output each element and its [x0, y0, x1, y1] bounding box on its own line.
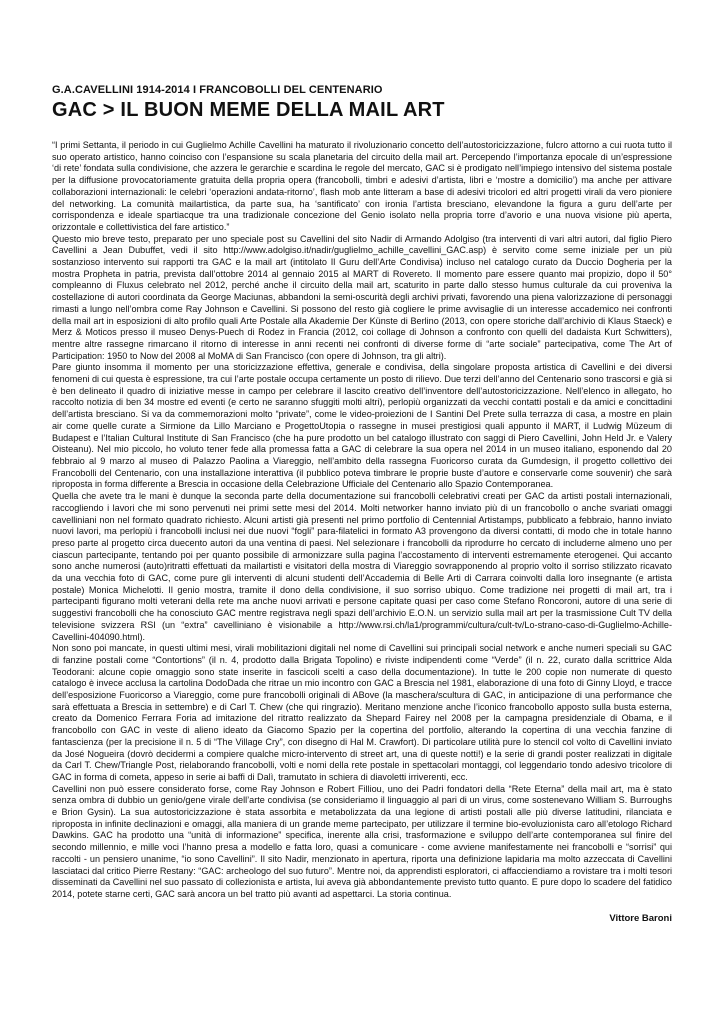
author-signature: Vittore Baroni	[609, 912, 672, 924]
article-paragraph: Questo mio breve testo, preparato per uno speciale post su Cavellini del sito Nadir di Armando Adolgiso (tra interventi di vari altri autori, dal figlio Piero Cavellini a Jean Dubuffet, vedi il sito http://www.adolgiso.it/nadir/guglielmo_achille_cavellini_GAC.asp) è servito come seme iniziale per un più sostanzioso intervento sui rapporti tra GAC e la mail art (intitolato Il Guru dell’Arte Condivisa) incluso nel catalogo curato da Duccio Dogheria per la mostra Propheta in patria, prevista dall’ottobre 2014 al gennaio 2015 al MART di Rovereto. Il momento pare essere quanto mai propizio, dopo il 50° compleanno di Fluxus celebrato nel 2012, perché anche il circuito della mail art, scaturito in parte dallo stesso humus culturale da cui proveniva la costellazione di autori coordinata da George Maciunas, abbandoni la semi-oscurità degli archivi privati, favorendo una piena valorizzazione di personaggi rimasti a lungo nell’ombra come Ray Johnson e Cavellini. Si possono del resto già cogliere le prime avvisaglie di un interesse accademico nei confronti della mail art in esposizioni di alto profilo quali Arte Postale alla Akademie Der Künste di Berlino (2013, con opere storiche dall’archivio di Klaus Staeck) e Merz & Moticos presso il museo Denys-Puech di Rodez in Francia (2012, coi collage di Johnson a confronto con quelli del dadaista Kurt Schwitters), mentre altre rassegne rimarcano il ritorno di interesse in anni recenti nei confronti di diverse forme di “arte sociale” partecipativa, come The Art of Participation: 1950 to Now del 2008 al MoMA di San Francisco (con opere di Johnson, tra gli altri).	[52, 233, 672, 361]
kicker-heading: G.A.CAVELLINI 1914-2014 I FRANCOBOLLI DEL CENTENARIO	[52, 84, 383, 96]
article-paragraph: Non sono poi mancate, in questi ultimi mesi, virali mobilitazioni digitali nel nome di Cavellini sui principali social network e anche numeri speciali su GAC di fanzine postali come “Contortions” (il n. 4, prodotto dalla Brigata Topolino) e riviste indipendenti come “Verde” (il n. 22, curato dalla scrittrice Alda Teodorani: alcune copie omaggio sono state inserite in fascicoli scelti a caso della documentazione). In tutte le 200 copie non numerate di questo catalogo è invece acclusa la cartolina DodoDada che ritrae un mio incontro con GAC a Brescia nel 1981, elaborazione di una foto di Ginny Lloyd, e tracce dell’esposizione Fuoricorso a Viareggio, come pure francobolli originali di ABove (la maschera/scultura di GAC, in anticipazione di una performance che sarà effettuata a Brescia in settembre) e di Carl T. Chew (che qui ringrazio). Meritano menzione anche l’iconico francobollo apposto sulla busta esterna, creato da Domenico Ferrara Foria ad imitazione del ritratto realizzato da Shepard Fairey nel 2008 per la campagna presidenziale di Obama, e il francobollo con GAC in veste di alieno ideato da Giacomo Spazio per la copertina del portfolio, alterando la copertina di una vecchia fanzine di fantascienza (per la precisione il n. 5 di “The Village Cry”, con disegno di Hal M. Crawfort). Di particolare utilità pure lo stencil col volto di Cavellini inviato da José Nogueira (dovrò decidermi a compiere qualche micro-intervento di street art, una di queste notti!) e la serie di grandi poster realizzati in digitale da Carl T. Chew/Triangle Post, rielaborando francobolli, volti e nomi della rete postale in spettacolari montaggi, col leggendario tondo adesivo tricolore di GAC in forma di cometa, appeso in serie ai baffi di Dalì, tramutato in schiera di diavoletti irriverenti, ecc.	[52, 643, 672, 782]
article-body	[52, 140, 672, 901]
article-paragraph: “I primi Settanta, il periodo in cui Guglielmo Achille Cavellini ha maturato il rivoluzionario concetto dell’autostoricizzazione, fulcro attorno a cui ruota tutto il suo operato artistico, hanno coinciso con l’espansione su scala planetaria del circuito della mail art. Percependo l’importanza epocale di un’espressione ‘di rete’ fondata sulla condivisione, che azzera le gerarchie e scardina le regole del mercato, GAC si è prodigato nell’impiego intensivo del sistema postale per la diffusione provocatoriamente gratuita della propria opera (francobolli, timbri e adesivi d’artista, libri e ‘mostre a domicilio’) ma anche per attivare collaborazioni internazionali: le celebri ‘operazioni andata-ritorno’, flash mob ante litteram a base di adesivi tricolori ed altri progetti virali da vero pioniere del networking. La comunità mailartistica, da parte sua, ha ‘santificato’ con ironia l’artista bresciano, elevandone la figura a guru dell’arte per corrispondenza e ideale spartiacque tra una tradizionale concezione del Genio isolato nella propria torre d’avorio e una nuova visione più aperta, orizzontale e collettivistica del fare artistico.”	[52, 140, 672, 232]
page-title: GAC > IL BUON MEME DELLA MAIL ART	[52, 99, 445, 121]
document-page	[52, 84, 672, 924]
article-paragraph: Pare giunto insomma il momento per una storicizzazione effettiva, generale e condivisa, della singolare proposta artistica di Cavellini e dei diversi fenomeni di cui questa è espressione, tra cui l’arte postale occupa certamente un posto di rilievo. Due terzi dell’anno del Centenario sono trascorsi e già si è ben delineato il quadro di iniziative messe in campo per celebrare il lascito creativo dell’inventore dell’autostoricizzazione. Nell’elenco in allegato, ho raccolto notizia di ben 34 mostre ed eventi (e certo ne saranno sfuggiti molti altri), perlopiù organizzati da vecchi contatti postali e da amici e concittadini dell’artista bresciano. Si va da commemorazioni molto “private”, come le video-proiezioni de I Santini Del Prete sulla terrazza di casa, a mostre en plain air come quelle curate a Sirmione da Lillo Marciano e ProgettoUtopia o rassegne in musei prestigiosi quali appunto il MART, il Ludwig Müzeum di Budapest e l’Italian Cultural Institute di San Francisco (che ha pure prodotto un bel catalogo illustrato con saggi di Piero Cavellini, John Held Jr. e Valery Oisteanu). Nel mio piccolo, ho voluto tener fede alla promessa fatta a GAC di celebrare la sua opera nel 2014 in un museo italiano, esponendo dal 20 febbraio al 9 marzo al museo di Palazzo Paolina a Viareggio, nell’ambito della rassegna Fuoricorso curata da Gumdesign, il progetto collettivo dei Francobolli del Centenario, con una installazione interattiva (il pubblico poteva timbrare le proprie buste d’autore e conservarle come souvenir) che sarà riproposta in forma differente a Brescia in occasione della Celebrazione Ufficiale del Centenario allo Spazio Contemporanea.	[52, 362, 672, 490]
article-paragraph: Cavellini non può essere considerato forse, come Ray Johnson e Robert Filliou, uno dei Padri fondatori della “Rete Eterna” della mail art, ma è stato senza ombra di dubbio un genio/gene virale dell’arte condivisa (se consideriamo il linguaggio al pari di un virus, come sostenevano William S. Burroughs e Brion Gysin). La sua autostoricizzazione è stata assorbita e metabolizzata da una legione di artisti postali alle più diverse latitudini, rilanciata e riproposta in infinite declinazioni e omaggi, alla maniera di un grande meme partecipato, per utilizzare il termine bio-evoluzionista caro all’etologo Richard Dawkins. GAC ha prodotto una “unità di informazione” specifica, inerente alla crisi, trasformazione e sviluppo dell’arte contemporanea sul finire del secondo millennio, e mille voci l’hanno presa a modello e fatta loro, quasi a comunicare - come avviene manifestamente nei francobolli e “sorrisi” qui raccolti - un pensiero unanime, “io sono Cavellini”. Il sito Nadir, menzionato in apertura, riporta una definizione lapidaria ma molto azzeccata di Cavellini lasciataci dal critico Pierre Restany: “GAC: archeologo del suo futuro”. Mentre noi, da apprendisti esploratori, ci affacciendiamo a rovistare tra i molti tesori disseminati da Cavellini nel suo passato di collezionista e artista, lui aveva già abbondantemente previsto tutto quanto. E pure dopo lo scadere del fatidico 2014, potete starne certi, GAC sarà ancora un bel tratto più avanti ad aspettarci. La storia continua.	[52, 783, 672, 899]
article-paragraph: Quella che avete tra le mani è dunque la seconda parte della documentazione sui francobolli celebrativi creati per GAC da artisti postali internazionali, raccogliendo i lavori che mi sono pervenuti nei primi sette mesi del 2014. Molti networker hanno inviato più di un francobollo o anche svariati omaggi cavelliniani non nel formato quadrato richiesto. Alcuni artisti già presenti nel primo portfolio di Centennial Artistamps, pubblicato a febbraio, hanno inviato nuovi lavori, ma perlopiù i francobolli inclusi nei due nuovi “fogli” para-filatelici in formato A3 provengono da diversi contatti, di modo che in totale hanno preso parte al progetto circa duecento autori da una ventina di paesi. Nel selezionare i francobolli da riprodurre ho cercato di includerne almeno uno per ciascun partecipante, tentando poi per quanto possibile di armonizzare sulla pagina l’accostamento di interventi estremamente eterogenei. Qui accanto sono anche numerosi (auto)ritratti effettuati da mailartisti e visitatori della mostra di Viareggio sovrapponendo al proprio volto il sorriso stilizzato ricavato da una vecchia foto di GAC, come pure gli interventi di alcuni studenti dell’Accademia di Belle Arti di Carrara coinvolti dalla loro insegnante (e artista postale) Monica Michelotti. Il genio mostra, tramite il dono della condivisione, il suo sorriso ubiquo. Come tradizione nei progetti di mail art, tra i partecipanti figurano molti veterani della rete ma anche nuovi arrivati e persone capitate quasi per caso come Stefano Roncoroni, autore di una serie di suggestivi francobolli che ha conosciuto GAC mentre registrava negli spazi dell’archivio E.O.N. un servizio sulla mail art per la trasmissione Cult TV della televisione svizzera RSI (un “extra” cavelliniano è visionabile a http://www.rsi.ch/la1/programmi/cultura/cult-tv/Lo-strano-caso-di-Guglielmo-Achille-Cavellini-404090.html).	[52, 491, 672, 642]
